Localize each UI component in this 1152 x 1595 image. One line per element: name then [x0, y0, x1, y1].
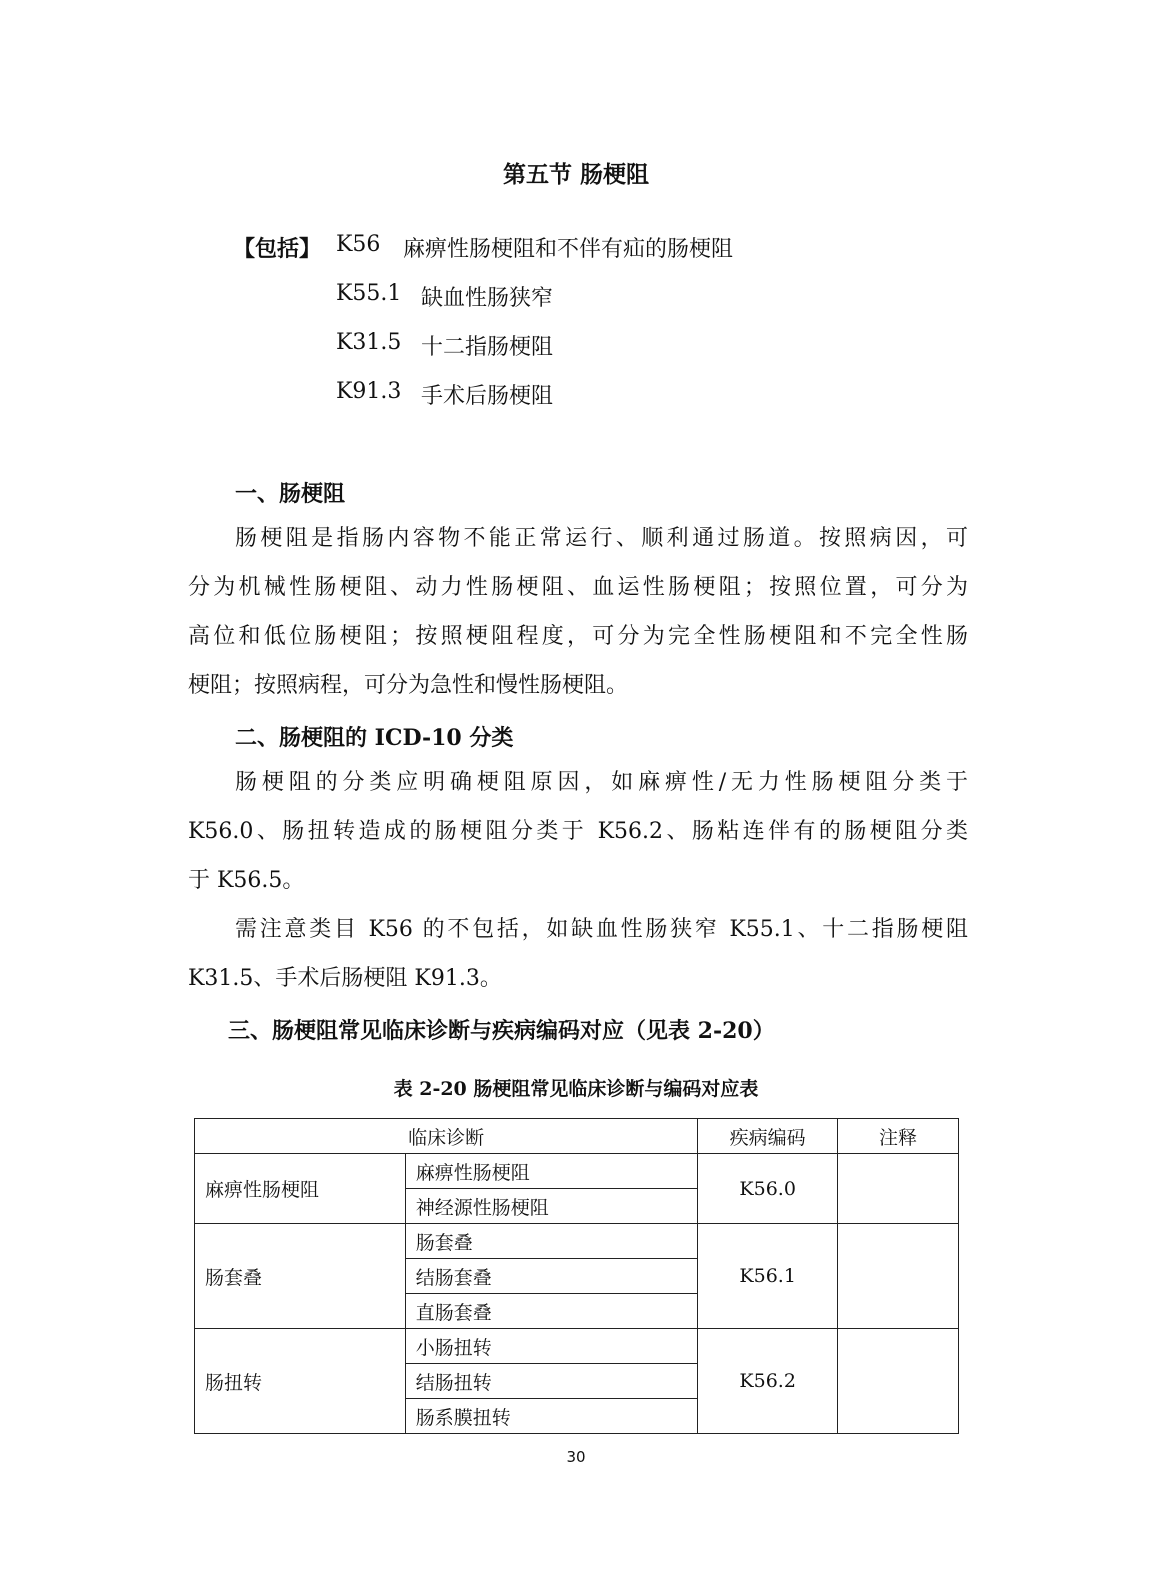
- include-name: 麻痹性肠梗阻和不伴有疝的肠梗阻: [403, 237, 734, 262]
- include-name: 缺血性肠狭窄: [421, 286, 554, 311]
- paragraph-line: 分为机械性肠梗阻、动力性肠梗阻、血运性肠梗阻；按照位置，可分为: [188, 575, 968, 600]
- include-label: 【包括】: [233, 236, 322, 262]
- diagnosis-item: 小肠扭转: [405, 1329, 698, 1364]
- diagnosis-item: 结肠套叠: [405, 1259, 698, 1294]
- paragraph-line: K31.5、手术后肠梗阻 K91.3。: [188, 966, 502, 991]
- table-row: [195, 1154, 959, 1189]
- paragraph: [188, 758, 968, 1003]
- header-code: 疾病编码: [698, 1119, 838, 1154]
- disease-code: K56.2: [698, 1329, 838, 1434]
- table-caption: 表 2-20 肠梗阻常见临床诊断与编码对应表: [393, 1078, 759, 1100]
- page-number: 30: [566, 1448, 586, 1466]
- diagnosis-item: 直肠套叠: [405, 1294, 698, 1329]
- table-row: [195, 1329, 959, 1364]
- paragraph-line: 高位和低位肠梗阻；按照梗阻程度，可分为完全性肠梗阻和不完全性肠: [188, 624, 968, 649]
- include-code: K31.5: [336, 330, 402, 355]
- disease-code: K56.1: [698, 1224, 838, 1329]
- header-note: 注释: [838, 1119, 959, 1154]
- paragraph-line: 于 K56.5。: [188, 868, 305, 893]
- group-name: 麻痹性肠梗阻: [195, 1154, 406, 1224]
- header-diagnosis: 临床诊断: [195, 1119, 698, 1154]
- paragraph-line: 肠梗阻是指肠内容物不能正常运行、顺利通过肠道。按照病因，可: [235, 526, 968, 551]
- diagnosis-item: 肠系膜扭转: [405, 1399, 698, 1434]
- group-name: 肠套叠: [195, 1224, 406, 1329]
- paragraph-line: K56.0、肠扭转造成的肠梗阻分类于 K56.2、肠粘连伴有的肠梗阻分类: [188, 819, 968, 844]
- include-name: 手术后肠梗阻: [421, 384, 554, 409]
- disease-code: K56.0: [698, 1154, 838, 1224]
- paragraph-line: 梗阻；按照病程，可分为急性和慢性肠梗阻。: [188, 673, 629, 698]
- include-name: 十二指肠梗阻: [421, 335, 554, 360]
- paragraph: [188, 514, 968, 710]
- paragraph-line: 肠梗阻的分类应明确梗阻原因，如麻痹性/无力性肠梗阻分类于: [235, 770, 968, 795]
- table-row: [195, 1224, 959, 1259]
- diagnosis-code-table: [194, 1118, 959, 1434]
- diagnosis-item: 神经源性肠梗阻: [405, 1189, 698, 1224]
- group-name: 肠扭转: [195, 1329, 406, 1434]
- table-header-row: [195, 1119, 959, 1154]
- section-heading: 二、肠梗阻的 ICD-10 分类: [235, 725, 514, 751]
- paragraph-line: 需注意类目 K56 的不包括，如缺血性肠狭窄 K55.1、十二指肠梗阻: [235, 917, 968, 942]
- include-code: K55.1: [336, 281, 402, 306]
- note-cell: [838, 1154, 959, 1224]
- include-code: K56: [336, 232, 381, 257]
- section-heading: 三、肠梗阻常见临床诊断与疾病编码对应（见表 2-20）: [228, 1018, 775, 1044]
- diagnosis-item: 麻痹性肠梗阻: [405, 1154, 698, 1189]
- diagnosis-item: 结肠扭转: [405, 1364, 698, 1399]
- note-cell: [838, 1224, 959, 1329]
- section-title: 第五节 肠梗阻: [502, 161, 649, 188]
- section-heading: 一、肠梗阻: [235, 481, 346, 507]
- include-code: K91.3: [336, 379, 402, 404]
- diagnosis-item: 肠套叠: [405, 1224, 698, 1259]
- note-cell: [838, 1329, 959, 1434]
